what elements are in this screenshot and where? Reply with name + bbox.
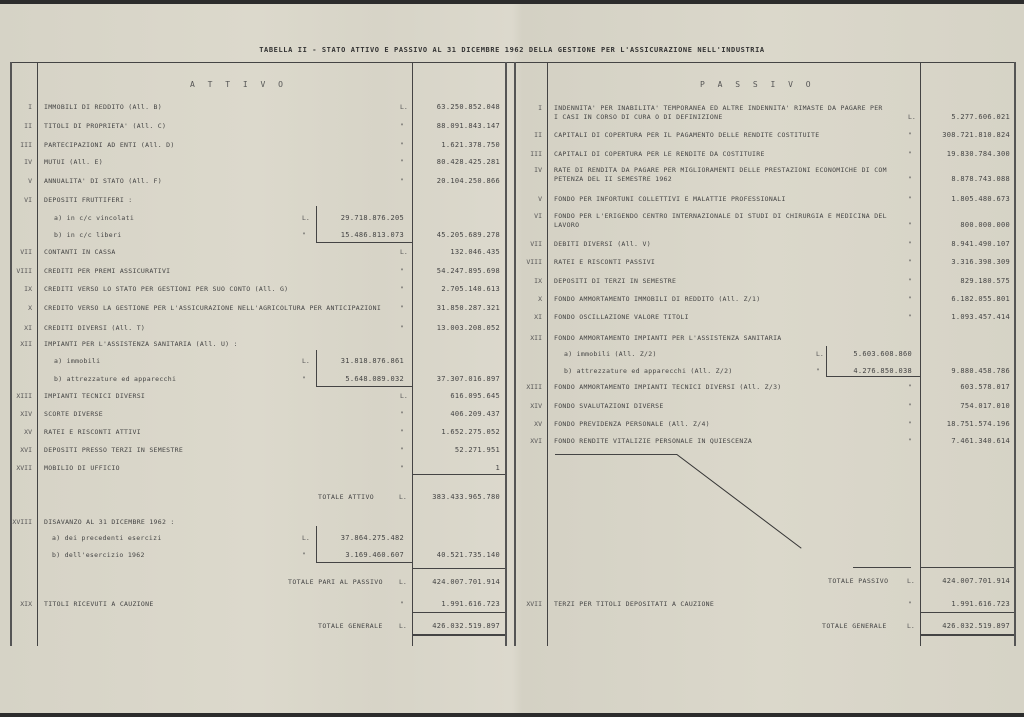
totale-passivo-label: TOTALE PASSIVO bbox=[828, 577, 889, 585]
disavanzo-a-label: a) dei precedenti esercizi bbox=[52, 534, 162, 542]
bracket-passivo-xii-bottom bbox=[826, 376, 920, 377]
row-value: 45.205.689.278 bbox=[436, 231, 500, 239]
totale-generale-attivo-rule-bottom bbox=[412, 634, 505, 636]
row-value: 406.209.437 bbox=[450, 410, 500, 418]
bracket-disavanzo-bottom bbox=[316, 562, 412, 563]
bracket-disavanzo bbox=[316, 526, 317, 562]
row-value: 18.751.574.196 bbox=[946, 420, 1010, 428]
row-number: VIII bbox=[526, 258, 542, 266]
row-value: 80.428.425.281 bbox=[436, 158, 500, 166]
row-currency-mark: " bbox=[908, 221, 912, 229]
totale-passivo-rule bbox=[920, 567, 1014, 568]
row-value: 1.652.275.052 bbox=[441, 428, 500, 436]
disavanzo-label: DISAVANZO AL 31 DICEMBRE 1962 : bbox=[44, 518, 175, 526]
row-currency-mark: " bbox=[908, 258, 912, 266]
row-label: MOBILIO DI UFFICIO bbox=[44, 464, 120, 472]
row-value: 52.271.951 bbox=[454, 446, 500, 454]
row-number: III bbox=[20, 141, 32, 149]
row-currency-mark: " bbox=[908, 150, 912, 158]
totale-generale-passivo-rule-top bbox=[920, 612, 1014, 613]
bracket-xii-bottom bbox=[316, 386, 412, 387]
row-number: IX bbox=[24, 285, 32, 293]
row-label: RATE DI RENDITA DA PAGARE PER MIGLIORAMENTI DELLE PRESTAZIONI ECONOMICHE DI COM bbox=[554, 166, 887, 174]
row-value: 3.316.398.309 bbox=[951, 258, 1010, 266]
row-value: 63.250.852.048 bbox=[436, 103, 500, 111]
terzi-cauzione-currency: " bbox=[908, 600, 912, 608]
row-value: 8.941.490.107 bbox=[951, 240, 1010, 248]
passivo-number-column-rule bbox=[547, 62, 548, 646]
row-label: a) immobili (All. Z/2) bbox=[564, 350, 657, 358]
row-number: X bbox=[28, 304, 32, 312]
row-label: FONDO AMMORTAMENTO IMPIANTI TECNICI DIVERSI (All. Z/3) bbox=[554, 383, 782, 391]
row-currency-mark: " bbox=[400, 464, 404, 472]
row-currency-mark: " bbox=[908, 277, 912, 285]
disavanzo-b-currency: " bbox=[302, 551, 306, 559]
disavanzo-total-value: 40.521.735.140 bbox=[436, 551, 500, 559]
row-value: 1.093.457.414 bbox=[951, 313, 1010, 321]
row-number: IV bbox=[534, 166, 542, 174]
row-number: V bbox=[28, 177, 32, 185]
row-currency-mark: L. bbox=[400, 103, 408, 111]
row-label: ANNUALITA' DI STATO (All. F) bbox=[44, 177, 162, 185]
row-label: IMPIANTI TECNICI DIVERSI bbox=[44, 392, 146, 400]
row-label-continued: I CASI IN CORSO DI CURA O DI DEFINIZIONE bbox=[554, 113, 723, 121]
row-label: DEBITI DIVERSI (All. V) bbox=[554, 240, 651, 248]
row-value: 603.578.017 bbox=[960, 383, 1010, 391]
titoli-cauzione-number: XIX bbox=[20, 600, 32, 608]
attivo-heading: A T T I V O bbox=[190, 80, 287, 89]
row-currency-mark: " bbox=[908, 131, 912, 139]
row-value: 1.805.480.673 bbox=[951, 195, 1010, 203]
row-subvalue: 5.648.089.032 bbox=[345, 375, 404, 383]
row-label-continued: PETENZA DEL II SEMESTRE 1962 bbox=[554, 175, 672, 183]
row-label: RATEI E RISCONTI ATTIVI bbox=[44, 428, 141, 436]
row-number: III bbox=[530, 150, 542, 158]
row-label: CAPITALI DI COPERTURA PER LE RENDITE DA COSTITUIRE bbox=[554, 150, 765, 158]
totale-generale-passivo-value: 426.032.519.897 bbox=[942, 622, 1010, 630]
totale-generale-attivo-currency: L. bbox=[399, 622, 407, 630]
row-currency-mark: L. bbox=[302, 357, 310, 365]
totale-attivo-label: TOTALE ATTIVO bbox=[318, 493, 375, 501]
attivo-right-border bbox=[505, 62, 507, 646]
row-currency-mark: " bbox=[400, 428, 404, 436]
row-number: VIII bbox=[16, 267, 32, 275]
attivo-number-column-rule bbox=[37, 62, 38, 646]
row-currency-mark: " bbox=[400, 410, 404, 418]
row-value: 7.461.340.614 bbox=[951, 437, 1010, 445]
row-number: X bbox=[538, 295, 542, 303]
row-label: DEPOSITI DI TERZI IN SEMESTRE bbox=[554, 277, 677, 285]
row-value: 19.830.784.300 bbox=[946, 150, 1010, 158]
row-value: 54.247.895.698 bbox=[436, 267, 500, 275]
row-number: XIV bbox=[530, 402, 542, 410]
filler-line-end bbox=[853, 567, 911, 568]
row-label: FONDO AMMORTAMENTO IMPIANTI PER L'ASSISTENZA SANITARIA bbox=[554, 334, 782, 342]
row-label: a) in c/c vincolati bbox=[54, 214, 135, 222]
row-number: II bbox=[24, 122, 32, 130]
row-label: FONDO RENDITE VITALIZIE PERSONALE IN QUIESCENZA bbox=[554, 437, 753, 445]
row-number: XVI bbox=[20, 446, 32, 454]
row-label: CREDITI DIVERSI (All. T) bbox=[44, 324, 146, 332]
passivo-heading: P A S S I V O bbox=[700, 80, 815, 89]
row-number: XI bbox=[24, 324, 32, 332]
titoli-cauzione-label: TITOLI RICEVUTI A CAUZIONE bbox=[44, 600, 154, 608]
terzi-cauzione-value: 1.991.616.723 bbox=[951, 600, 1010, 608]
row-number: IV bbox=[24, 158, 32, 166]
row-value: 132.046.435 bbox=[450, 248, 500, 256]
row-label: DEPOSITI FRUTTIFERI : bbox=[44, 196, 133, 204]
top-rule bbox=[10, 62, 1014, 63]
bracket-vi-bottom bbox=[316, 242, 412, 243]
row-subvalue: 4.276.850.038 bbox=[853, 367, 912, 375]
row-currency-mark: " bbox=[816, 367, 820, 375]
row-label: RATEI E RISCONTI PASSIVI bbox=[554, 258, 656, 266]
terzi-cauzione-label: TERZI PER TITOLI DEPOSITATI A CAUZIONE bbox=[554, 600, 715, 608]
row-value: 9.880.458.786 bbox=[951, 367, 1010, 375]
row-number: XIII bbox=[16, 392, 32, 400]
row-number: XI bbox=[534, 313, 542, 321]
row-label: CREDITO VERSO LA GESTIONE PER L'ASSICURAZIONE NELL'AGRICOLTURA PER ANTICIPAZIONI bbox=[44, 304, 382, 312]
totale-passivo-currency: L. bbox=[907, 577, 915, 585]
row-value: 800.000.000 bbox=[960, 221, 1010, 229]
row-currency-mark: L. bbox=[400, 392, 408, 400]
row-currency-mark: " bbox=[400, 267, 404, 275]
row-label-continued: LAVORO bbox=[554, 221, 580, 229]
row-subvalue: 31.818.876.861 bbox=[340, 357, 404, 365]
row-value: 616.095.645 bbox=[450, 392, 500, 400]
row-currency-mark: " bbox=[908, 195, 912, 203]
row-label: PARTECIPAZIONI AD ENTI (All. D) bbox=[44, 141, 175, 149]
row-label: FONDO PER L'ERIGENDO CENTRO INTERNAZIONALE DI STUDI DI CHIRURGIA E MEDICINA DEL bbox=[554, 212, 887, 220]
row-number: XII bbox=[530, 334, 542, 342]
row-value: 13.003.208.052 bbox=[436, 324, 500, 332]
row-value: 20.104.250.866 bbox=[436, 177, 500, 185]
row-number: I bbox=[28, 103, 32, 111]
totale-generale-passivo-rule-bottom bbox=[920, 634, 1014, 636]
disavanzo-a-currency: L. bbox=[302, 534, 310, 542]
passivo-right-border bbox=[1014, 62, 1016, 646]
row-currency-mark: L. bbox=[302, 214, 310, 222]
row-value: 829.180.575 bbox=[960, 277, 1010, 285]
row-value: 308.721.810.824 bbox=[942, 131, 1010, 139]
row-number: XII bbox=[20, 340, 32, 348]
row-number: I bbox=[538, 104, 542, 112]
filler-line-horizontal bbox=[555, 454, 677, 455]
row-value: 2.705.140.613 bbox=[441, 285, 500, 293]
row-label: b) in c/c liberi bbox=[54, 231, 122, 239]
row-number: XIII bbox=[526, 383, 542, 391]
row-currency-mark: " bbox=[400, 122, 404, 130]
row-value: 88.091.843.147 bbox=[436, 122, 500, 130]
row-currency-mark: L. bbox=[816, 350, 824, 358]
row-label: DEPOSITI PRESSO TERZI IN SEMESTRE bbox=[44, 446, 184, 454]
row-subvalue: 15.486.813.073 bbox=[340, 231, 404, 239]
row-label: TITOLI DI PROPRIETA' (All. C) bbox=[44, 122, 167, 130]
totale-attivo-rule bbox=[412, 474, 505, 475]
row-currency-mark: " bbox=[400, 304, 404, 312]
row-number: XVI bbox=[530, 437, 542, 445]
row-number: XV bbox=[24, 428, 32, 436]
totale-generale-attivo-rule-top bbox=[412, 612, 505, 613]
row-label: FONDO SVALUTAZIONI DIVERSE bbox=[554, 402, 664, 410]
row-currency-mark: " bbox=[400, 141, 404, 149]
row-number: VII bbox=[20, 248, 32, 256]
totale-generale-attivo-label: TOTALE GENERALE bbox=[318, 622, 383, 630]
row-label: MUTUI (All. E) bbox=[44, 158, 103, 166]
totale-generale-passivo-label: TOTALE GENERALE bbox=[822, 622, 887, 630]
totale-pari-value: 424.007.701.914 bbox=[432, 578, 500, 586]
totale-pari-currency: L. bbox=[399, 578, 407, 586]
row-number: VI bbox=[534, 212, 542, 220]
row-number: IX bbox=[534, 277, 542, 285]
totale-pari-label: TOTALE PARI AL PASSIVO bbox=[288, 578, 383, 586]
row-number: II bbox=[534, 131, 542, 139]
row-value: 5.277.606.021 bbox=[951, 113, 1010, 121]
scan-edge-bottom bbox=[0, 713, 1024, 717]
row-currency-mark: " bbox=[400, 285, 404, 293]
row-label: FONDO AMMORTAMENTO IMMOBILI DI REDDITO (All. Z/1) bbox=[554, 295, 761, 303]
row-currency-mark: L. bbox=[400, 248, 408, 256]
row-currency-mark: " bbox=[908, 383, 912, 391]
totale-generale-attivo-value: 426.032.519.897 bbox=[432, 622, 500, 630]
row-label: b) attrezzature ed apparecchi bbox=[54, 375, 177, 383]
row-currency-mark: " bbox=[908, 295, 912, 303]
totale-pari-rule bbox=[412, 568, 505, 569]
disavanzo-b-value: 3.169.460.607 bbox=[345, 551, 404, 559]
row-number: V bbox=[538, 195, 542, 203]
row-currency-mark: " bbox=[908, 420, 912, 428]
bracket-xii bbox=[316, 350, 317, 386]
row-label: a) immobili bbox=[54, 357, 101, 365]
row-label: CAPITALI DI COPERTURA PER IL PAGAMENTO DELLE RENDITE COSTITUITE bbox=[554, 131, 820, 139]
row-currency-mark: " bbox=[400, 324, 404, 332]
row-label: FONDO PER INFORTUNI COLLETTIVI E MALATTIE PROFESSIONALI bbox=[554, 195, 786, 203]
row-currency-mark: " bbox=[302, 231, 306, 239]
disavanzo-a-value: 37.864.275.482 bbox=[340, 534, 404, 542]
row-label: FONDO PREVIDENZA PERSONALE (All. Z/4) bbox=[554, 420, 710, 428]
terzi-cauzione-number: XVII bbox=[526, 600, 542, 608]
row-number: VI bbox=[24, 196, 32, 204]
row-number: VII bbox=[530, 240, 542, 248]
row-subvalue: 29.718.876.205 bbox=[340, 214, 404, 222]
row-value: 754.017.010 bbox=[960, 402, 1010, 410]
row-number: XVII bbox=[16, 464, 32, 472]
disavanzo-b-label: b) dell'esercizio 1962 bbox=[52, 551, 145, 559]
row-label: IMMOBILI DI REDDITO (All. B) bbox=[44, 103, 162, 111]
row-currency-mark: " bbox=[908, 437, 912, 445]
row-currency-mark: " bbox=[400, 446, 404, 454]
disavanzo-number: XVIII bbox=[12, 518, 32, 526]
document-title: TABELLA II - STATO ATTIVO E PASSIVO AL 31 DICEMBRE 1962 DELLA GESTIONE PER L'ASSICURAZIONE NELL'INDUSTRIA bbox=[259, 46, 765, 54]
totale-attivo-currency: L. bbox=[399, 493, 407, 501]
scan-edge-top bbox=[0, 0, 1024, 4]
row-label: SCORTE DIVERSE bbox=[44, 410, 103, 418]
row-currency-mark: " bbox=[302, 375, 306, 383]
row-label: CONTANTI IN CASSA bbox=[44, 248, 116, 256]
row-subvalue: 5.603.608.860 bbox=[853, 350, 912, 358]
row-currency-mark: " bbox=[400, 177, 404, 185]
attivo-left-border bbox=[10, 62, 12, 646]
row-number: XV bbox=[534, 420, 542, 428]
row-value: 8.878.743.088 bbox=[951, 175, 1010, 183]
totale-generale-passivo-currency: L. bbox=[907, 622, 915, 630]
row-currency-mark: " bbox=[908, 313, 912, 321]
totale-passivo-value: 424.007.701.914 bbox=[942, 577, 1010, 585]
row-value: 37.307.016.897 bbox=[436, 375, 500, 383]
row-currency-mark: " bbox=[908, 175, 912, 183]
titoli-cauzione-value: 1.991.616.723 bbox=[441, 600, 500, 608]
row-number: XIV bbox=[20, 410, 32, 418]
row-value: 6.182.055.801 bbox=[951, 295, 1010, 303]
bracket-passivo-xii bbox=[826, 346, 827, 376]
row-label: CREDITI VERSO LO STATO PER GESTIONI PER SUO CONTO (All. G) bbox=[44, 285, 289, 293]
row-currency-mark: L. bbox=[908, 113, 916, 121]
row-value: 1 bbox=[495, 464, 500, 472]
titoli-cauzione-currency: " bbox=[400, 600, 404, 608]
row-label: INDENNITA' PER INABILITA' TEMPORANEA ED ALTRE INDENNITA' RIMASTE DA PAGARE PER bbox=[554, 104, 883, 112]
row-value: 1.621.378.750 bbox=[441, 141, 500, 149]
row-currency-mark: " bbox=[400, 158, 404, 166]
row-label: CREDITI PER PREMI ASSICURATIVI bbox=[44, 267, 171, 275]
row-label: FONDO OSCILLAZIONE VALORE TITOLI bbox=[554, 313, 689, 321]
row-label: IMPIANTI PER L'ASSISTENZA SANITARIA (All. U) : bbox=[44, 340, 238, 348]
row-currency-mark: " bbox=[908, 240, 912, 248]
row-value: 31.850.287.321 bbox=[436, 304, 500, 312]
row-label: b) attrezzature ed apparecchi (All. Z/2) bbox=[564, 367, 733, 375]
row-currency-mark: " bbox=[908, 402, 912, 410]
totale-attivo-value: 383.433.965.780 bbox=[432, 493, 500, 501]
bracket-vi bbox=[316, 206, 317, 242]
